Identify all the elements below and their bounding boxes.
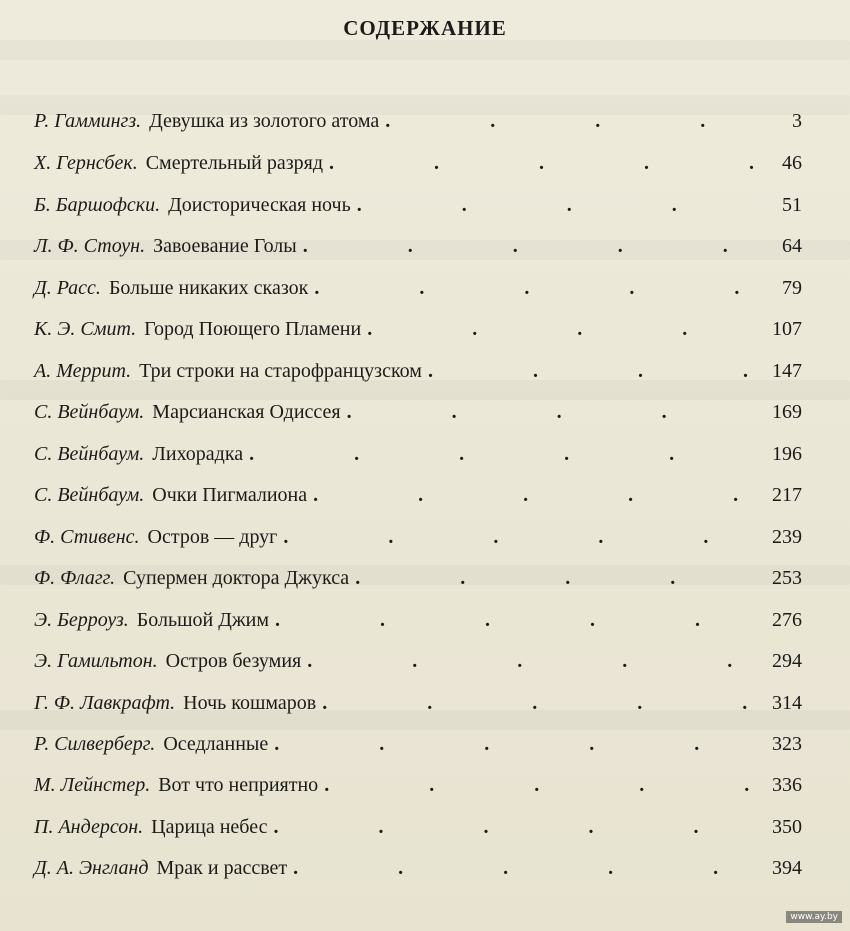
toc-entry [34,360,802,390]
toc-author: Л. Ф. Стоун. [34,235,146,257]
toc-entry [34,235,802,265]
toc-author: К. Э. Смит. [34,318,137,340]
toc-author: Э. Гамильтон. [34,650,158,672]
toc-author: С. Вейнбаум. [34,484,145,506]
toc-entry [34,110,802,140]
toc-entry [34,401,802,431]
toc-work-title: Мрак и рассвет [156,857,288,879]
dot-leader [322,692,760,715]
toc-entry [34,194,802,224]
dot-leader [329,152,760,175]
toc-author: Э. Берроуз. [34,609,129,631]
toc-page-number: 169 [772,401,802,423]
toc-page-number: 51 [782,194,802,216]
toc-work-title: Супермен доктора Джукса [123,567,350,589]
toc-page-number: 196 [772,443,802,465]
toc-author: Ф. Флагг. [34,567,116,589]
toc-author: Р. Силверберг. [34,733,156,755]
toc-work-title: Оседланные [163,733,269,755]
dot-leader [283,526,760,549]
dot-leader [428,360,760,383]
dot-leader [293,857,760,880]
toc-entry [34,567,802,597]
dot-leader [275,609,760,632]
toc-author: Б. Баршофски. [34,194,161,216]
toc-entry [34,692,802,722]
toc-entry [34,152,802,182]
toc-page-number: 107 [772,318,802,340]
toc-page-number: 276 [772,609,802,631]
dot-leader [324,774,760,797]
toc-page-number: 350 [772,816,802,838]
dot-leader [367,318,760,341]
dot-leader [274,733,760,756]
toc-author: Г. Ф. Лавкрафт. [34,692,176,714]
watermark: www.ay.by [786,911,842,923]
toc-page-number: 79 [782,277,802,299]
toc-work-title: Лихорадка [152,443,244,465]
toc-author: Х. Гернсбек. [34,152,138,174]
toc-page-number: 323 [772,733,802,755]
toc-author: С. Вейнбаум. [34,443,145,465]
dot-leader [313,484,760,507]
toc-work-title: Больше никаких сказок [108,277,309,299]
toc-work-title: Город Поющего Пламени [144,318,362,340]
toc-entry [34,526,802,556]
toc-author: С. Вейнбаум. [34,401,145,423]
toc-work-title: Девушка из золотого атома [149,110,380,132]
toc-author: П. Андерсон. [34,816,144,838]
toc-author: А. Меррит. [34,360,132,382]
toc-author: Р. Гаммингз. [34,110,142,132]
toc-entry [34,318,802,348]
toc-author: М. Лейнстер. [34,774,151,796]
toc-entry [34,277,802,307]
toc-page-number: 3 [792,110,802,132]
toc-page-number: 217 [772,484,802,506]
toc-author: Д. Расс. [34,277,101,299]
toc-work-title: Марсианская Одиссея [152,401,341,423]
dot-leader [357,194,760,217]
toc-entry [34,484,802,514]
toc-entry [34,733,802,763]
toc-page-number: 147 [772,360,802,382]
toc-page-number: 294 [772,650,802,672]
toc-author: Д. А. Энгланд [34,857,149,879]
toc-page-number: 336 [772,774,802,796]
dot-leader [307,650,760,673]
toc-work-title: Царица небес [151,816,268,838]
toc-page-number: 253 [772,567,802,589]
dot-leader [385,110,760,133]
dot-leader [303,235,760,258]
toc-work-title: Большой Джим [136,609,270,631]
dot-leader [347,401,760,424]
dot-leader [314,277,760,300]
toc-work-title: Три строки на старофранцузском [139,360,422,382]
toc-page-number: 239 [772,526,802,548]
toc-page-number: 394 [772,857,802,879]
toc-entry [34,650,802,680]
toc-work-title: Вот что неприятно [158,774,319,796]
toc-author: Ф. Стивенс. [34,526,140,548]
dot-leader [355,567,760,590]
toc-work-title: Остров — друг [147,526,278,548]
toc-page-number: 314 [772,692,802,714]
dot-leader [273,816,760,839]
toc-entry [34,774,802,804]
toc-work-title: Завоевание Голы [153,235,297,257]
show-through-text [0,40,850,60]
toc-entry [34,609,802,639]
toc-page-number: 46 [782,152,802,174]
toc-work-title: Остров безумия [165,650,302,672]
toc-entry [34,443,802,473]
dot-leader [249,443,760,466]
toc-entry [34,816,802,846]
toc-work-title: Ночь кошмаров [183,692,317,714]
page-title: СОДЕРЖАНИЕ [343,16,507,40]
toc-entry [34,857,802,887]
toc-work-title: Доисторическая ночь [168,194,351,216]
toc-page-number: 64 [782,235,802,257]
toc-work-title: Очки Пигмалиона [152,484,308,506]
toc-work-title: Смертельный разряд [145,152,324,174]
